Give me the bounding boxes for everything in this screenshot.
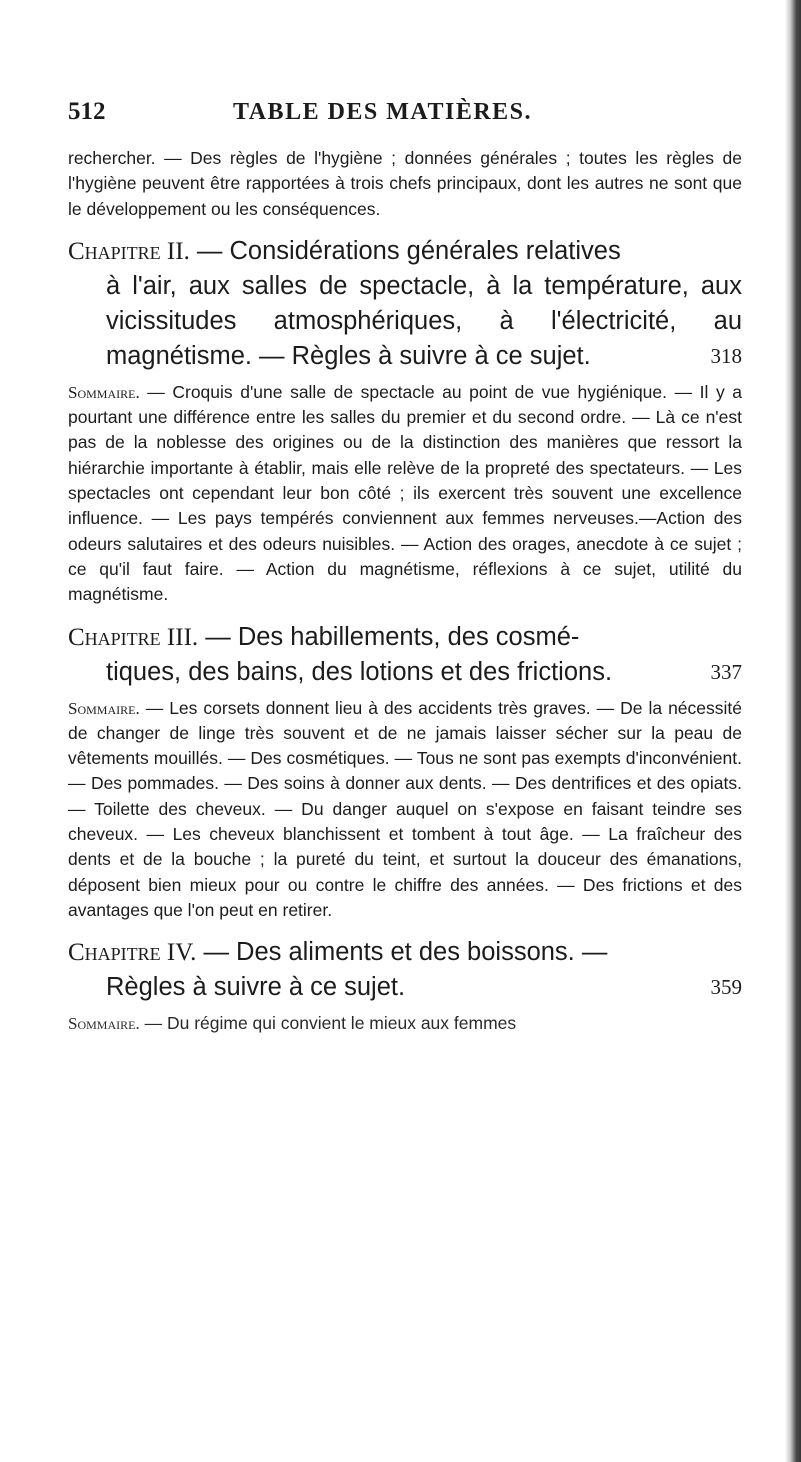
chapter-2-label: Chapitre II.: [68, 237, 190, 265]
chapter-4-label: Chapitre IV.: [68, 939, 197, 967]
chapter-2-page: 318: [710, 343, 742, 368]
chapter-2-title-rest: à l'air, aux salles de spectacle, à la température, aux vicissitudes atmosphériques, à l'électricité, au magnétisme. — Règles à suivre à ce sujet.: [106, 271, 742, 370]
chapter-3-summary: [68, 696, 742, 924]
chapter-4-summary: [68, 1011, 742, 1037]
chapter-4-summary-label: Sommaire.: [68, 1014, 140, 1034]
chapter-2-heading: [68, 234, 742, 374]
chapter-4-summary-text: — Du régime qui convient le mieux aux femmes: [144, 1013, 517, 1034]
chapter-3-title-first: — Des habillements, des cosmé-: [205, 622, 580, 651]
chapter-3-summary-text: — Les corsets donnent lieu à des accidents très graves. — De la nécessité de changer de linge très souvent et de ne jamais laisser sécher sur la peau de vêtements mouillés. — Des cosmétiques. — Tous ne sont pas exempts d'inconvénient. — Des pommades. — Des soins à donner aux dents. — Des dentrifices et des opiats. — Toilette des cheveux. — Du danger auquel on s'expose en faisant teindre ses cheveux. — Les cheveux blanchissent et tombent à tout âge. — La fraîcheur des dents et de la bouche ; la pureté du teint, et surtout la douceur des émanations, déposent bien mieux pour ou contre le chiffre des années. — Des frictions et des avantages que l'on peut en retirer.: [68, 697, 743, 920]
intro-paragraph: rechercher. — Des règles de l'hygiène ; données générales ; toutes les règles de l'hygiène peuvent être rapportées à trois chefs principaux, dont les autres ne sont que le développement ou les conséquences.: [68, 148, 742, 219]
chapter-2-summary: [68, 380, 742, 608]
chapter-3-page: 337: [710, 659, 742, 684]
book-page: [68, 98, 742, 1037]
chapter-2-summary-label: Sommaire.: [68, 382, 140, 402]
chapter-4-title-first: — Des aliments et des boissons. —: [203, 938, 608, 967]
running-header: [68, 98, 742, 134]
chapter-2-title-first: — Considérations générales relatives: [196, 236, 621, 265]
chapter-2-summary-text: — Croquis d'une salle de spectacle au point de vue hygiénique. — Il y a pourtant une différence entre les salles du premier et du second ordre. — Là ce n'est pas de la noblesse des origines ou de la distinction des manières que ressort la hiérarchie importante à établir, mais elle relève de la propreté des spectateurs. — Les spectacles ont cependant leur bon côté ; ils exercent très souvent une excellence influence. — Les pays tempérés conviennent aux femmes nerveuses.—Action des odeurs salutaires et des odeurs nuisibles. — Action des orages, anecdote à ce sujet ; ce qu'il faut faire. — Action du magnétisme, réflexions à ce sujet, utilité du magnétisme.: [68, 381, 742, 605]
chapter-3-summary-label: Sommaire.: [68, 698, 140, 718]
chapter-4-page: 359: [710, 975, 742, 1000]
running-title: TABLE DES MATIÈRES.: [233, 99, 533, 125]
chapter-3-label: Chapitre III.: [68, 623, 199, 651]
page-edge-shadow: [785, 0, 801, 1462]
chapter-4-title-rest: Règles à suivre à ce sujet.: [106, 973, 406, 1002]
chapter-3-heading: [68, 620, 742, 690]
chapter-4-heading: [68, 935, 742, 1005]
page-number: 512: [68, 98, 106, 125]
chapter-3-title-rest: tiques, des bains, des lotions et des frictions.: [106, 657, 613, 686]
